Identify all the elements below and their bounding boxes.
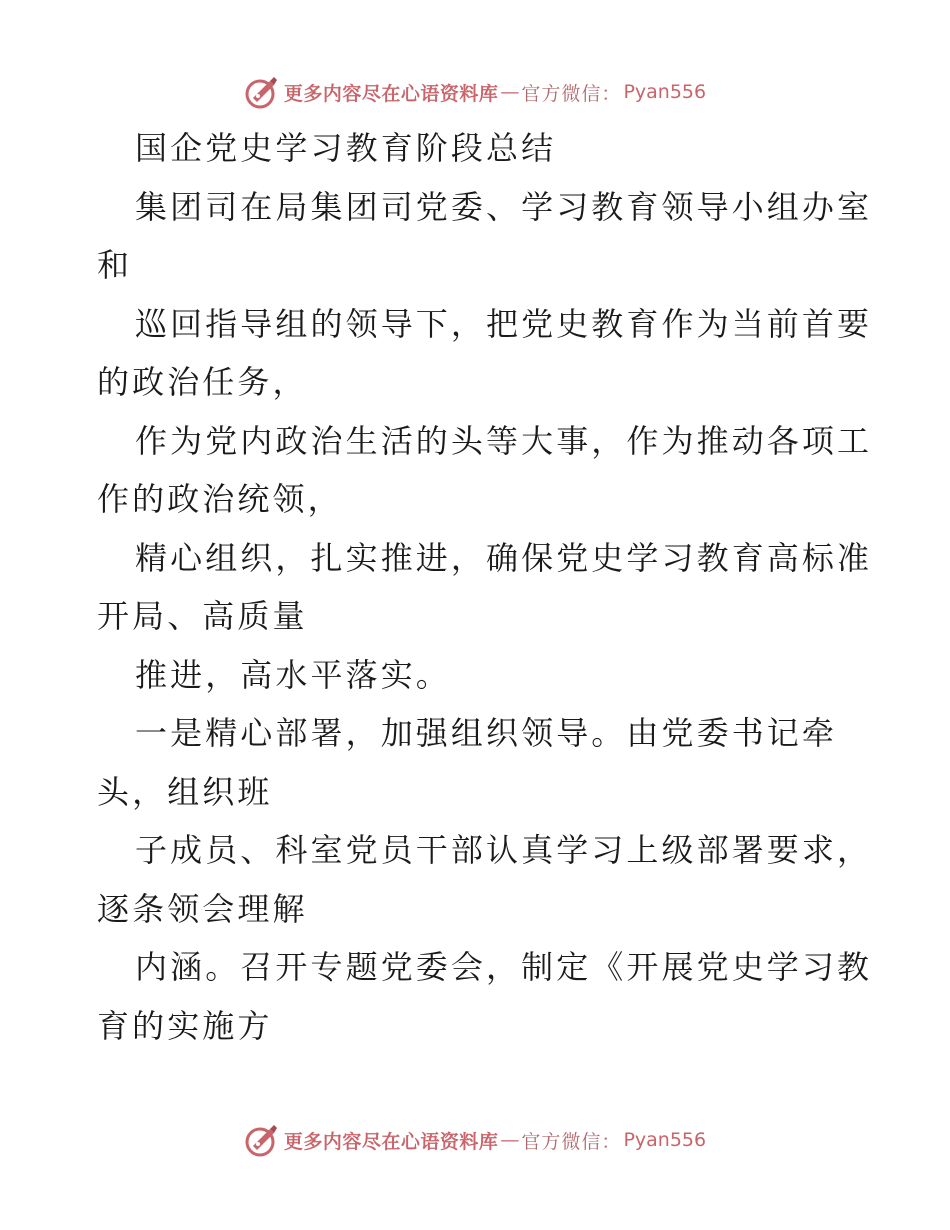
text-line: 一是精心部署，加强组织领导。由党委书记牵 — [135, 714, 838, 752]
watermark-site-text: 更多内容尽在心语资料库 — [283, 1130, 499, 1153]
document-title: 国企党史学习教育阶段总结 — [135, 129, 557, 167]
watermark-wechat-id: Pyan556 — [623, 81, 707, 103]
pen-logo-icon — [244, 1122, 280, 1158]
pen-logo-icon — [244, 74, 280, 110]
watermark-dash: — — [500, 81, 520, 103]
watermark-wechat-id: Pyan556 — [623, 1129, 707, 1151]
text-line: 集团司在局集团司党委、学习教育领导小组办室 — [135, 187, 873, 226]
text-line: 头，组织班 — [97, 772, 273, 811]
text-line: 育的实施方 — [97, 1006, 273, 1045]
watermark-wechat-label: 官方微信： — [521, 1130, 622, 1153]
text-line: 内涵。召开专题党委会，制定《开展党史学习教 — [135, 948, 873, 986]
watermark-banner-bottom — [0, 1118, 950, 1162]
watermark-dash: — — [500, 1129, 520, 1151]
document-body — [97, 119, 873, 1055]
text-line: 巡回指导组的领导下，把党史教育作为当前首要 — [135, 304, 873, 343]
text-line: 逐条领会理解 — [97, 889, 308, 928]
text-line: 作的政治统领， — [97, 480, 343, 518]
text-line: 子成员、科室党员干部认真学习上级部署要求， — [135, 831, 873, 869]
text-line: 开局、高质量 — [97, 597, 308, 635]
text-line: 作为党内政治生活的头等大事，作为推动各项工 — [135, 421, 873, 460]
text-line: 推进，高水平落实。 — [135, 655, 451, 694]
text-line: 精心组织，扎实推进，确保党史学习教育高标准 — [135, 538, 873, 577]
text-line: 和 — [97, 246, 133, 284]
text-line: 的政治任务， — [97, 363, 308, 401]
watermark-wechat-label: 官方微信： — [521, 82, 622, 105]
watermark-banner-top — [0, 70, 950, 114]
watermark-site-text: 更多内容尽在心语资料库 — [283, 82, 499, 105]
